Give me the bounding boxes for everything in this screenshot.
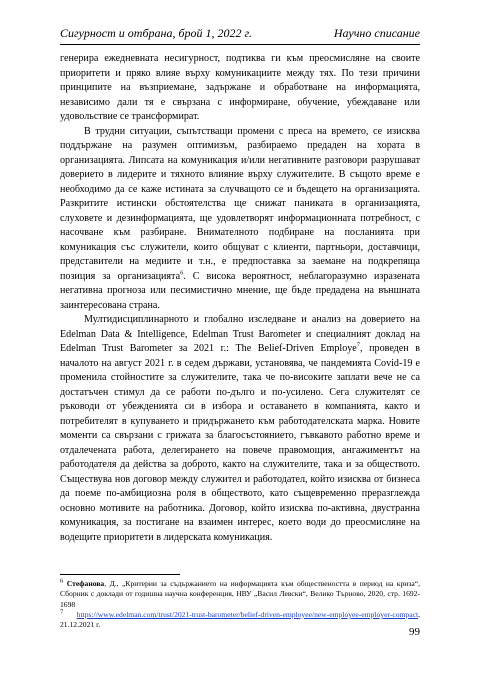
journal-type: Научно списание — [333, 26, 420, 40]
journal-issue-title: Сигурност и отбрана, брой 1, 2022 г. — [60, 26, 253, 40]
page-number: 99 — [409, 626, 420, 638]
running-header — [60, 26, 420, 45]
footnote-divider — [60, 574, 180, 575]
paragraph-difficult-situations — [60, 125, 420, 314]
footnote-number: 6 — [60, 577, 64, 585]
main-text — [60, 52, 420, 545]
footnote-date: , 21.12.2021 г. — [60, 609, 420, 630]
paragraph-continuation: генерира ежедневната несигурност, подтиква ги към преосмисляне на своите приоритети и пряко влияе върху комуникациите между тях. По тези причини принципите на възприемане, задържане и обработване на информацията, независимо дали тя е свързана с информиране, обучение, убеждаване или удовольствие се трансформират. — [60, 53, 420, 122]
footnote-7 — [60, 610, 420, 631]
paragraph-text: . С висока вероятност, неблагоразумно изразената негативна прогноза или песимистично мнение, ще бъде предадена на външната заинтересована страна. — [60, 270, 420, 311]
paragraph-edelman-research — [60, 313, 420, 545]
footnote-ref-6[interactable]: 6 — [180, 269, 184, 277]
paragraph-text: , проведен в началото на август 2021 г. в седем държави, установява, че пандемията Covid-19 е променила стойностите за служителите, така че по-високите заплати вече не са достатъчен стимул да се работи по-дълго и по-усилено. Сега служителят се ръководи от убежденията си в избора и оставането в компанията, както и потребителят в купуването и придържането към работодателската марка. Новите моменти са свързани с грижата за благосъстоянието, гъвкавото работно време и отдалечената работа, делегирането на повече правомощия, ангажиментът на работодателя да действа за доброто, както на служителите, така и за обществото. Съществува нов договор между служител и работодател, който изисква от бизнеса да поеме по-амбициозна роля в обществото, като същевременно преразглежда основно мотивите на работника. Договор, който изисква по-активна, двустранна комуникация, за постигане на взаимен интерес, което води до преосмисляне на водещите приоритети в лидерската комуникация. — [60, 343, 420, 543]
footnote-text: , Д., „Критерии за съдържанието на информацията към обществеността в период на криза“, Сборник с доклади от годишна научна конференция, НВУ „Васил Левски“, Велико Търново, 2020, стр. 1692-1698 — [60, 579, 420, 609]
footnote-number: 7 — [60, 608, 64, 616]
footnote-ref-7[interactable]: 7 — [356, 341, 361, 349]
paragraph-text: В трудни ситуации, съпътстващи промени с преса на времето, се изисква поддържане на разумен оптимизъм, разбираемо предаден на хората в организацията. Липсата на комуникация и/или негативните разговори разрушават доверието в лидерите и тяхното влияние върху служителите. В същото време е необходимо да се каже истината за случващото се и бъдещето на организацията. Разкритите истински обстоятелства ще снижат паниката в организацията, слуховете и дезинформацията, ще удовлетворят информационната потребност, с насочване към разбиране. Внимателното подбиране на посланията при комуникация със служители, които общуват с клиенти, партньори, доставчици, представители на медиите и т.н., е предпоставка за заемане на подкрепяща позиция за организацията — [60, 125, 420, 282]
paragraph-text: Мултидисциплинарното и глобално изследване и анализ на доверието на Edelman Data & Intelligence, Edelman Trust Barometer и специалният доклад на Edelman Trust Barometer за 2021 г.: The Belief-Driven Employe — [60, 314, 420, 354]
footnote-author: Стефанова — [66, 579, 105, 588]
footnote-link[interactable]: https://www.edelman.com/trust/2021-trust-barometer/belief-driven-employee/new-employee-employer-compact — [76, 609, 419, 619]
footnote-6 — [60, 579, 420, 610]
footnotes — [60, 579, 420, 630]
